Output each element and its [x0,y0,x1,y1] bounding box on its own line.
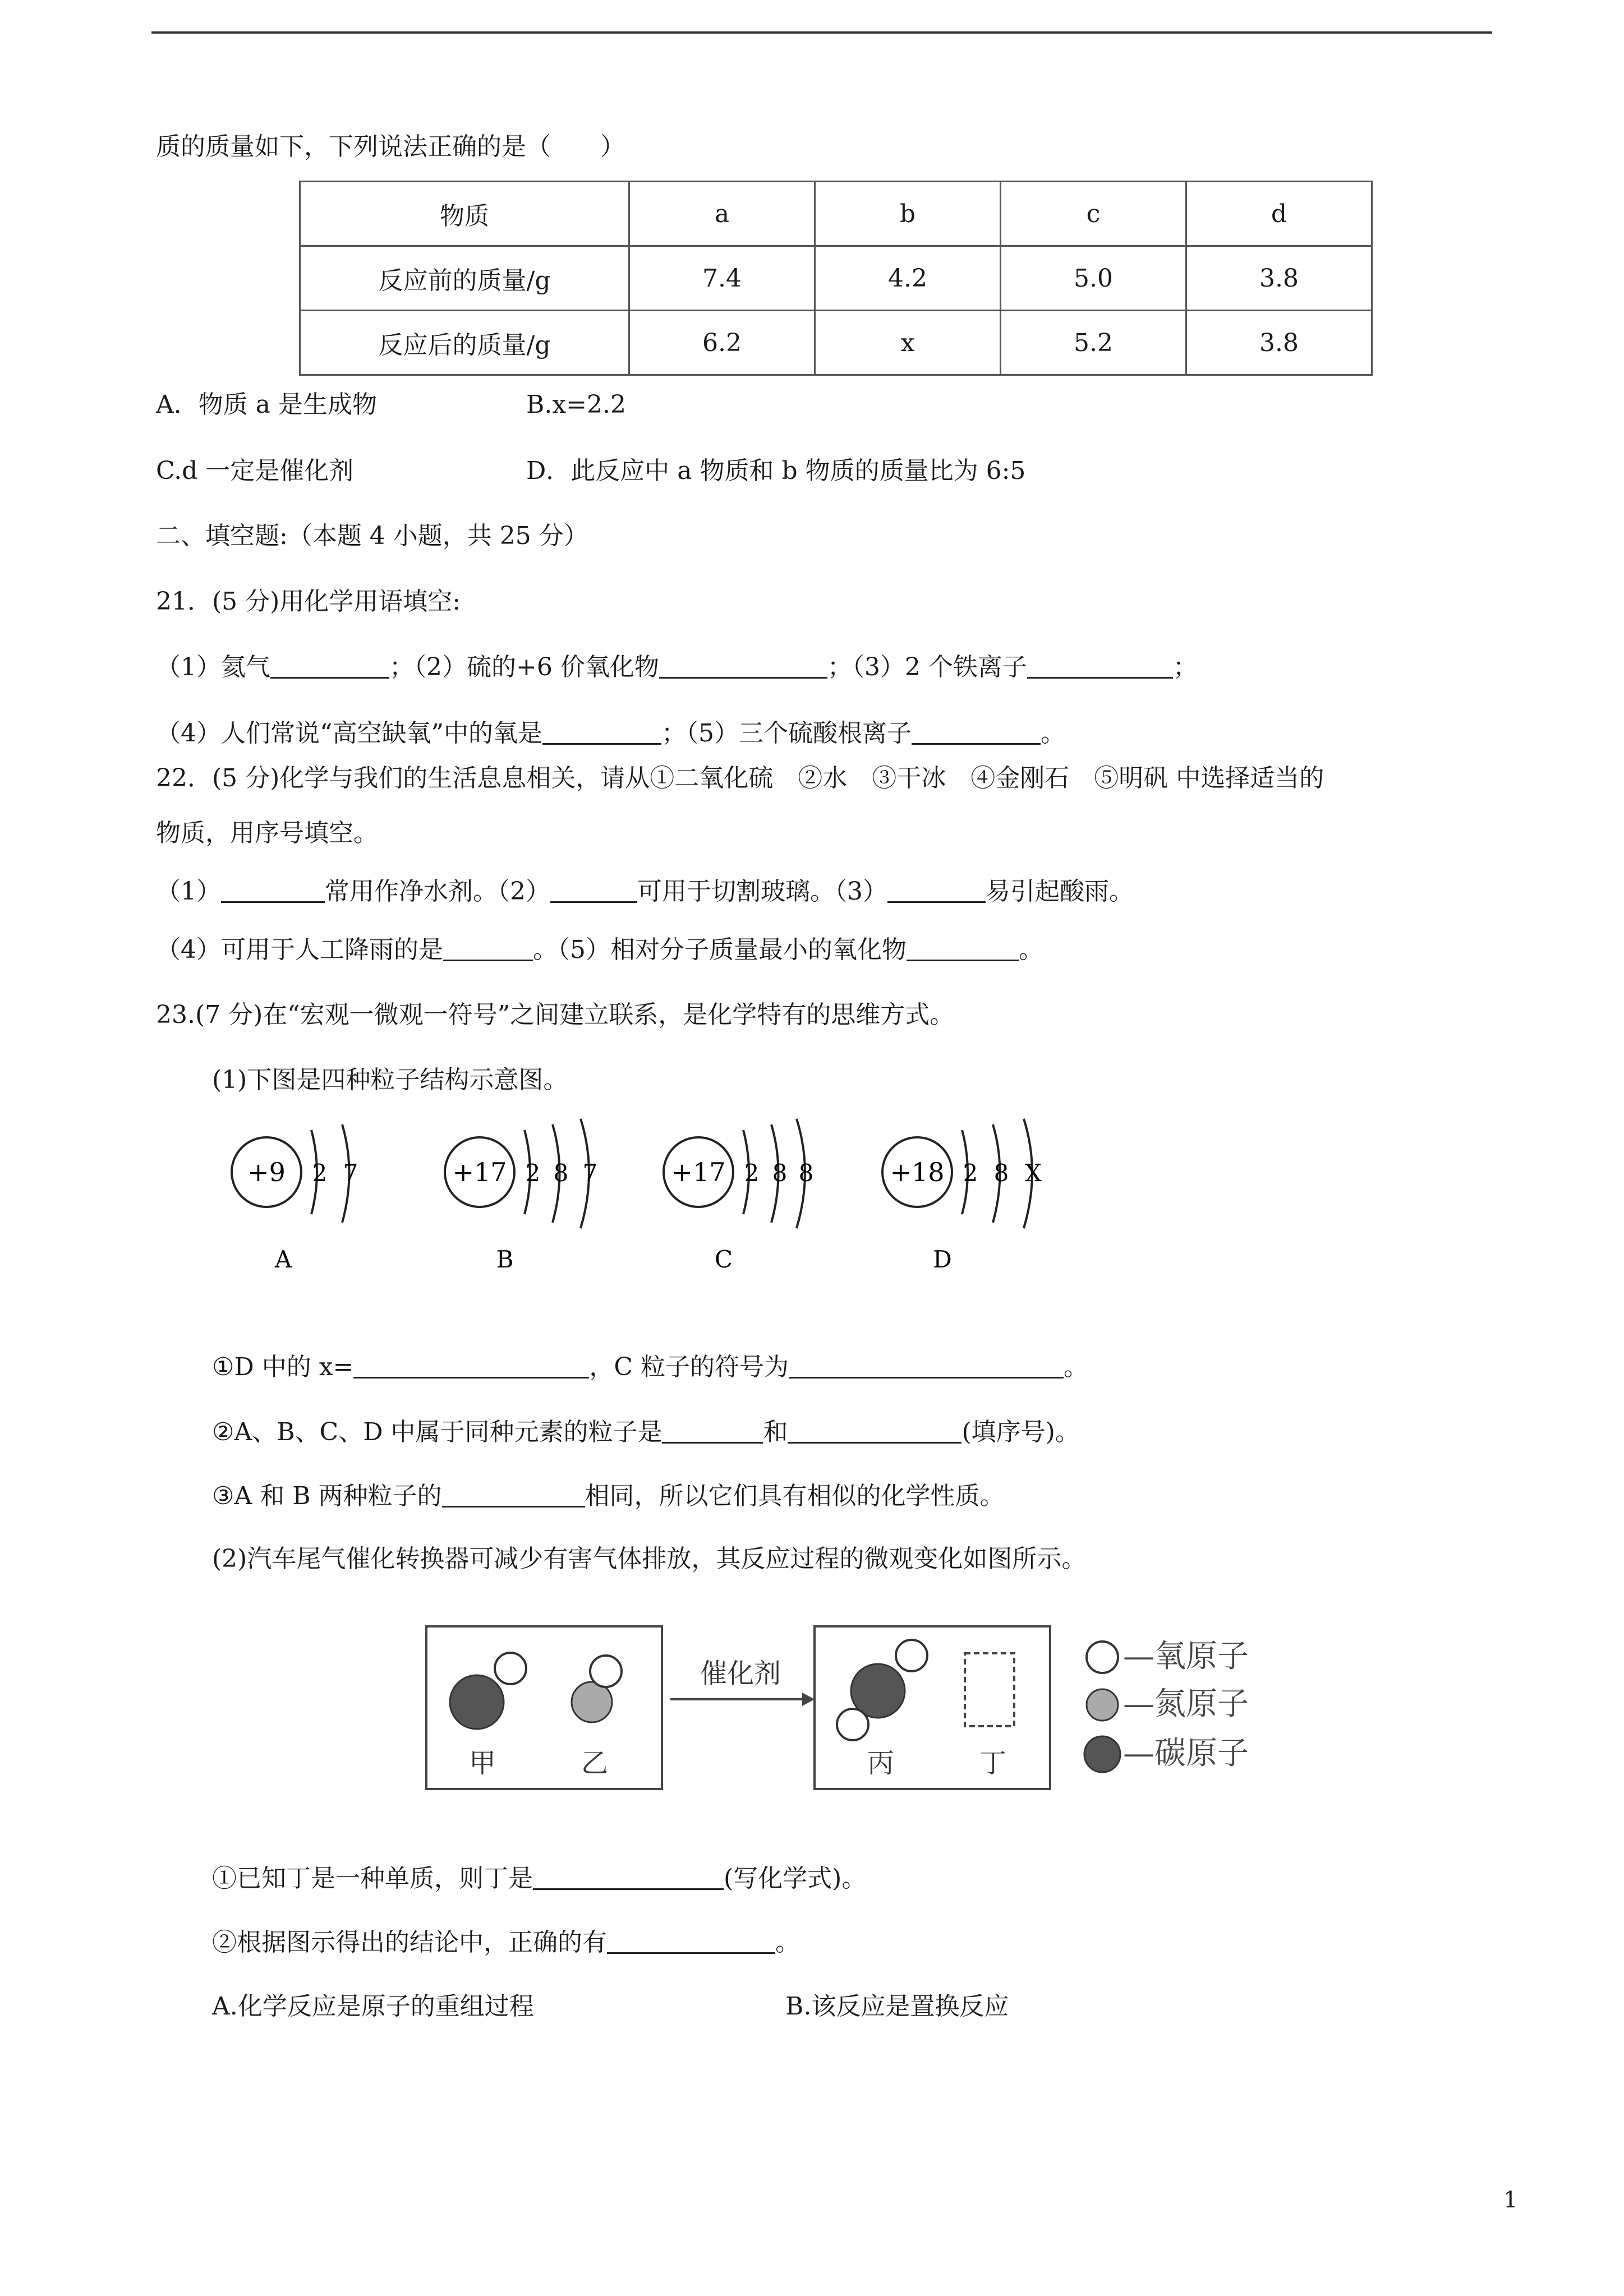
q22-text: （4）可用于人工降雨的是 [156,935,443,964]
shell-count: 2 [963,1159,978,1187]
q21-text: （1）氦气 [156,653,270,681]
q23-text: ①D 中的 x= [212,1353,354,1381]
q23-part1: (1)下图是四种粒子结构示意图。 [212,1066,568,1094]
shell-count: 8 [553,1159,569,1187]
particle-label: A [274,1246,292,1273]
legend-nitrogen: —氮原子 [1123,1686,1249,1722]
q22-text: 易引起酸雨。 [986,877,1134,906]
table-cell: 5.2 [1001,311,1186,375]
q23-part2: (2)汽车尾气催化转换器可减少有害气体排放，其反应过程的微观变化如图所示。 [212,1545,1087,1573]
q22-stem: 22．(5 分)化学与我们的生活息息相关，请从①二氧化硫 ②水 ③干冰 ④金刚石 ⑤明矾 中选择适当的 [156,764,1324,792]
particle-c [664,1119,813,1273]
table-row [300,246,1372,311]
oxygen-atom [837,1709,868,1740]
table-cell: 反应前的质量/g [300,246,629,311]
q23-text: (填序号)。 [961,1418,1080,1446]
answer-blank[interactable] [1027,654,1173,679]
answer-blank[interactable] [907,937,1019,961]
label-yi: 乙 [581,1748,609,1779]
answer-blank[interactable] [270,654,389,679]
table-cell: 4.2 [815,246,1001,311]
oxygen-atom [896,1640,927,1671]
intro-line: 质的质量如下，下列说法正确的是（ ） [156,132,625,161]
answer-blank[interactable] [550,879,637,903]
answer-blank[interactable] [789,1354,1064,1378]
answer-blank[interactable] [533,1866,724,1890]
q23-text: 相同，所以它们具有相似的化学性质。 [585,1482,1005,1510]
answer-blank[interactable] [788,1419,961,1444]
q21-text: 。 [1040,719,1065,748]
table-cell: d [1186,182,1372,246]
table-cell: 反应后的质量/g [300,311,629,375]
shell-count: X [1025,1159,1042,1187]
q22-text: 可用于切割玻璃。（3） [637,877,887,906]
answer-blank[interactable] [662,1419,763,1444]
oxygen-atom [495,1653,526,1684]
q21-text: ； [1172,653,1198,681]
q21-stem: 21．(5 分)用化学用语填空: [156,587,461,616]
q23-option-b: B.该反应是置换反应 [785,1992,1009,2021]
shell-count: 2 [744,1159,760,1187]
answer-blank[interactable] [221,879,325,903]
q23-text: (写化学式)。 [724,1864,867,1893]
nucleus-charge: +17 [671,1157,726,1187]
table-cell: b [815,182,1001,246]
label-bing: 丙 [867,1748,895,1779]
label-ding: 丁 [979,1748,1007,1779]
answer-blank[interactable] [353,1354,589,1378]
legend-nitrogen-icon [1087,1689,1118,1721]
q23-sub3 [212,1481,1005,1512]
option-d: D．此反应中 a 物质和 b 物质的质量比为 6:5 [526,457,1026,485]
legend-oxygen-icon [1087,1642,1118,1673]
header-rule [151,31,1492,34]
table-cell: 5.0 [1001,246,1186,311]
label-jia: 甲 [468,1748,496,1779]
section-heading: 二、填空题:（本题 4 小题，共 25 分） [156,522,588,550]
option-c: C.d 一定是催化剂 [156,457,354,485]
legend-oxygen: —氧原子 [1123,1638,1249,1675]
q23-stem: 23.(7 分)在“宏观一微观一符号”之间建立联系，是化学特有的思维方式。 [156,1001,955,1029]
carbon-atom [450,1675,504,1729]
page-number: 1 [1503,2187,1518,2213]
q22-text: 常用作净水剂。（2） [325,877,550,906]
answer-blank[interactable] [442,1483,585,1507]
q22-line2 [156,934,1043,966]
q21-line2 [156,718,1065,749]
shell-count: 8 [993,1159,1009,1187]
q23-sub4 [212,1863,866,1894]
particle-label: B [496,1246,514,1273]
answer-blank[interactable] [607,1930,775,1954]
table-cell: 3.8 [1186,246,1372,311]
q22-line1 [156,876,1134,907]
particle-b [445,1119,597,1273]
q23-text: 和 [763,1418,788,1446]
answer-blank[interactable] [887,879,986,903]
q23-text: 。 [775,1928,800,1957]
q23-option-a: A.化学反应是原子的重组过程 [212,1992,534,2021]
answer-blank[interactable] [443,937,533,961]
table-cell: 3.8 [1186,311,1372,375]
legend-carbon-icon [1084,1736,1120,1772]
oxygen-atom [590,1656,622,1687]
catalyst-label: 催化剂 [700,1658,781,1689]
arrow-head-icon [802,1693,815,1706]
particle-a [232,1124,358,1273]
shell-count: 7 [343,1159,358,1187]
q23-sub1 [212,1352,1088,1383]
q21-text: ；（2）硫的+6 价氧化物 [389,653,659,681]
shell-count: 8 [798,1159,814,1187]
shell-count: 7 [582,1159,598,1187]
mass-table [299,181,1373,376]
q22-stem2: 物质，用序号填空。 [156,819,378,847]
q23-text: 。 [1064,1353,1089,1381]
reaction-diagram [415,1615,1369,1817]
q21-text: （4）人们常说“高空缺氧”中的氧是 [156,719,542,748]
q21-text: ；（5）三个硫酸根离子 [661,719,912,748]
particle-diagrams [213,1116,1111,1301]
table-cell: a [629,182,815,246]
answer-blank[interactable] [542,721,661,745]
particle-label: D [933,1246,952,1273]
answer-blank[interactable] [659,654,827,679]
q23-text: ，C 粒子的符号为 [589,1353,789,1381]
q23-text: ②根据图示得出的结论中，正确的有 [212,1928,607,1957]
q23-text: ③A 和 B 两种粒子的 [212,1482,442,1510]
table-cell: x [815,311,1001,375]
table-cell: 7.4 [629,246,815,311]
q22-text: 。（5）相对分子质量最小的氧化物 [533,935,907,964]
option-a: A．物质 a 是生成物 [156,390,377,419]
q22-text: 。 [1019,935,1043,964]
shell-count: 8 [772,1159,788,1187]
table-row [300,311,1372,375]
q23-sub5 [212,1927,800,1958]
nucleus-charge: +18 [890,1157,945,1187]
q21-line1 [156,652,1198,683]
table-cell: 6.2 [629,311,815,375]
q21-text: ；（3）2 个铁离子 [827,653,1027,681]
answer-blank[interactable] [912,721,1041,745]
nucleus-charge: +9 [247,1157,286,1187]
table-cell: c [1001,182,1186,246]
q22-text: （1） [156,877,221,906]
option-b: B.x=2.2 [526,390,626,419]
shell-count: 2 [312,1159,328,1187]
shell-count: 2 [525,1159,541,1187]
q23-text: ①已知丁是一种单质，则丁是 [212,1864,533,1893]
q23-sub2 [212,1417,1080,1448]
nucleus-charge: +17 [452,1157,507,1187]
particle-label: C [714,1246,733,1273]
table-row [300,182,1372,246]
unknown-product-box [965,1653,1014,1726]
legend-carbon: —碳原子 [1123,1735,1249,1772]
table-cell: 物质 [300,182,629,246]
particle-d [882,1119,1042,1273]
q23-text: ②A、B、C、D 中属于同种元素的粒子是 [212,1418,663,1446]
